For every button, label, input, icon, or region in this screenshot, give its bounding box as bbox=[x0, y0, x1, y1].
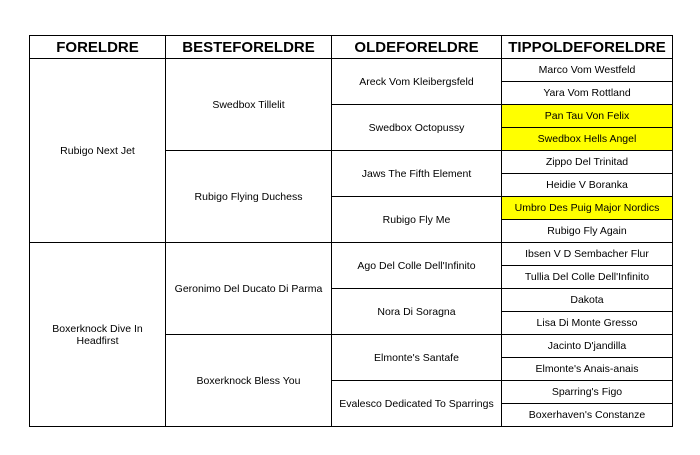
grandparent-cell: Geronimo Del Ducato Di Parma bbox=[166, 243, 332, 335]
great-great-grandparent-cell: Rubigo Fly Again bbox=[502, 220, 673, 243]
great-great-grandparent-cell: Zippo Del Trinitad bbox=[502, 151, 673, 174]
grandparent-cell: Swedbox Tillelit bbox=[166, 59, 332, 151]
great-great-grandparent-cell: Swedbox Hells Angel bbox=[502, 128, 673, 151]
great-great-grandparent-cell: Marco Vom Westfeld bbox=[502, 59, 673, 82]
great-great-grandparent-cell: Dakota bbox=[502, 289, 673, 312]
header-oldeforeldre: OLDEFORELDRE bbox=[332, 36, 502, 59]
pedigree-table bbox=[29, 35, 673, 427]
great-great-grandparent-cell: Tullia Del Colle Dell'Infinito bbox=[502, 266, 673, 289]
great-great-grandparent-cell: Lisa Di Monte Gresso bbox=[502, 312, 673, 335]
great-great-grandparent-cell: Boxerhaven's Constanze bbox=[502, 404, 673, 427]
table-row bbox=[30, 59, 673, 82]
great-great-grandparent-cell: Heidie V Boranka bbox=[502, 174, 673, 197]
great-grandparent-cell: Areck Vom Kleibergsfeld bbox=[332, 59, 502, 105]
header-foreldre: FORELDRE bbox=[30, 36, 166, 59]
great-great-grandparent-cell: Sparring's Figo bbox=[502, 381, 673, 404]
table-row bbox=[30, 243, 673, 266]
great-grandparent-cell: Jaws The Fifth Element bbox=[332, 151, 502, 197]
great-grandparent-cell: Elmonte's Santafe bbox=[332, 335, 502, 381]
great-great-grandparent-cell: Yara Vom Rottland bbox=[502, 82, 673, 105]
great-grandparent-cell: Evalesco Dedicated To Sparrings bbox=[332, 381, 502, 427]
parent-cell: Boxerknock Dive In Headfirst bbox=[30, 243, 166, 427]
header-besteforeldre: BESTEFORELDRE bbox=[166, 36, 332, 59]
grandparent-cell: Rubigo Flying Duchess bbox=[166, 151, 332, 243]
header-row bbox=[30, 36, 673, 59]
great-great-grandparent-cell: Pan Tau Von Felix bbox=[502, 105, 673, 128]
great-grandparent-cell: Rubigo Fly Me bbox=[332, 197, 502, 243]
great-grandparent-cell: Nora Di Soragna bbox=[332, 289, 502, 335]
parent-cell: Rubigo Next Jet bbox=[30, 59, 166, 243]
great-great-grandparent-cell: Elmonte's Anais-anais bbox=[502, 358, 673, 381]
great-grandparent-cell: Swedbox Octopussy bbox=[332, 105, 502, 151]
great-great-grandparent-cell: Umbro Des Puig Major Nordics bbox=[502, 197, 673, 220]
great-great-grandparent-cell: Jacinto D'jandilla bbox=[502, 335, 673, 358]
great-great-grandparent-cell: Ibsen V D Sembacher Flur bbox=[502, 243, 673, 266]
header-tippoldeforeldre: TIPPOLDEFORELDRE bbox=[502, 36, 673, 59]
great-grandparent-cell: Ago Del Colle Dell'Infinito bbox=[332, 243, 502, 289]
grandparent-cell: Boxerknock Bless You bbox=[166, 335, 332, 427]
